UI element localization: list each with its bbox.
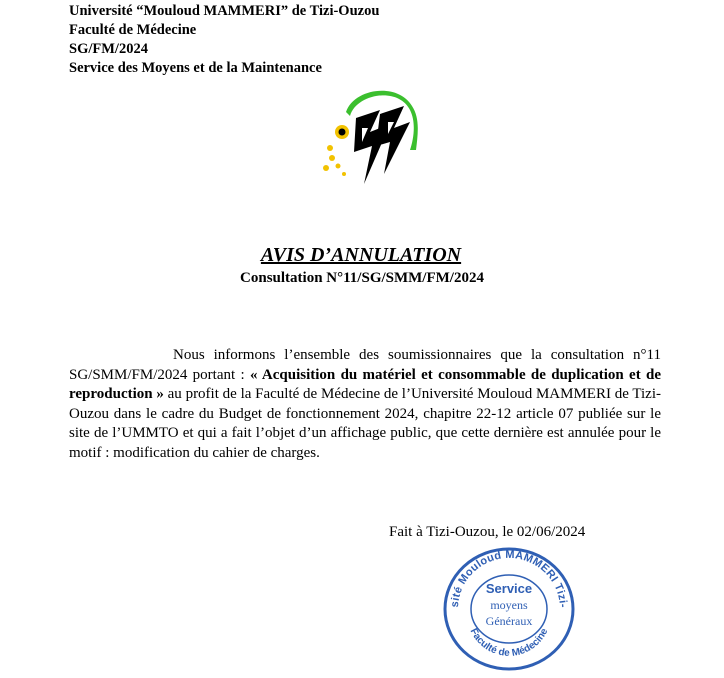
university-emblem-icon [318, 88, 422, 188]
stamp-line-1: Service [485, 581, 533, 596]
service-name: Service des Moyens et de la Maintenance [69, 60, 322, 76]
notice-heading [0, 243, 724, 288]
body-subject: « Acquisition du matériel et consommable de duplication et de reproduction » [69, 366, 661, 402]
stamp-ring-text: sité Mouloud MAMMERI Tizi- [448, 548, 570, 609]
body-details: au profit de la Faculté de Médecine de l’Université Mouloud MAMMERI de Tizi-Ouzou dans le cadre du Budget de fonctionnement 2024, chapitre 22-12 article 07 publiée sur le site de l’UMMTO et qui a fait l’objet d’un affichage public, que cette dernière est annulée pour le motif : modification du cahier de charges. [69, 386, 661, 461]
official-stamp [440, 545, 578, 673]
notice-title: AVIS D’ANNULATION [260, 244, 462, 266]
place-and-date: Fait à Tizi-Ouzou, le 02/06/2024 [389, 524, 586, 540]
reference-code: SG/FM/2024 [69, 41, 148, 57]
stamp-line-2: moyens [490, 598, 528, 612]
notice-paragraph [69, 346, 661, 463]
university-name: Université “Mouloud MAMMERI” de Tizi-Ouzou [69, 3, 380, 19]
consultation-number: Consultation N°11/SG/SMM/FM/2024 [240, 270, 484, 286]
stamp-bottom-text: Faculté de Médecine [467, 626, 551, 659]
faculty-name: Faculté de Médecine [69, 22, 197, 38]
body-intro: Nous informons l’ensemble des soumissionnaires que la consultation n°11 SG/SMM/FM/2024 portant : [69, 347, 661, 383]
stamp-line-3: Généraux [485, 614, 533, 628]
letterhead [69, 2, 379, 78]
notice-body [69, 346, 661, 463]
